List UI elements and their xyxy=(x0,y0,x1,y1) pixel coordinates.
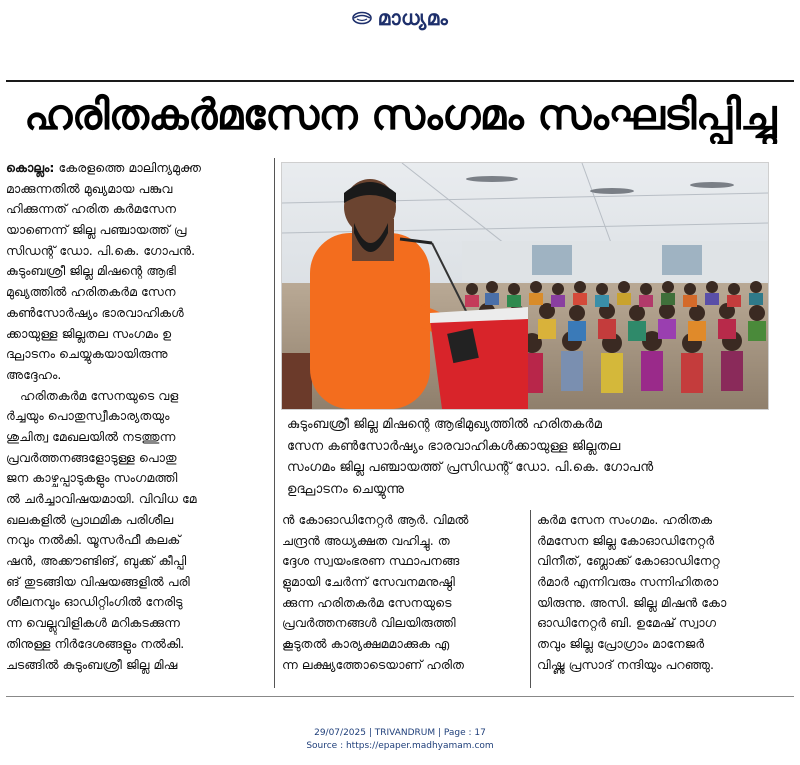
body-line: ചടങ്ങിൽ കുടുംബശ്രീ ജില്ല മിഷ xyxy=(6,656,178,672)
article-column-1 xyxy=(6,158,268,675)
article-photo xyxy=(281,162,769,410)
body-line: സിഡന്റ് ഡോ. പി.കെ. ഗോപൻ. xyxy=(6,242,196,258)
body-line: കുടുംബശ്രീ ജില്ല മിഷന്റെ ആഭി xyxy=(6,263,176,279)
body-line: ൽ ചർച്ചാവിഷയമായി. വിവിധ മേ xyxy=(6,491,197,506)
bottom-rule xyxy=(6,696,794,697)
body-line xyxy=(6,158,268,179)
column-rule xyxy=(530,510,531,688)
body-line: ഓഡിനേറ്റർ ബി. ഉമേഷ് സ്വാഗ xyxy=(537,615,717,631)
body-line: ഖലകളിൽ പ്രാഥമിക പരിശീല xyxy=(6,511,174,527)
body-line: മാക്കുന്നതിൽ മുഖ്യമായ പങ്കുവ xyxy=(6,180,173,196)
body-line: ൻ കോഓഡിനേറ്റർ ആർ. വിമൽ xyxy=(282,512,469,527)
body-line: നവും നൽകി. യൂസർഫീ കലക് xyxy=(6,532,181,548)
top-rule xyxy=(6,80,794,82)
body-line: ദ്ഘാടനം ചെയ്യുകയായിരുന്നു xyxy=(6,346,168,362)
footer-date-edition: 29/07/2025 | TRIVANDRUM | Page : 17 xyxy=(314,728,486,738)
dateline: കൊല്ലം: xyxy=(6,160,55,175)
body-line: ചന്ദ്രൻ അധ്യക്ഷത വഹിച്ചു. ത xyxy=(282,532,450,548)
body-line: ന്ന വെല്ലുവിളികൾ മറികടക്കുന്ന xyxy=(6,615,180,631)
body-line: വിഷ്ണു പ്രസാദ് നന്ദിയും പറഞ്ഞു. xyxy=(537,656,715,672)
body-line: ദ്ദേശ സ്വയംഭരണ സ്ഥാപനങ്ങ xyxy=(282,553,460,569)
caption-line: സംഗമം ജില്ല പഞ്ചായത്ത് പ്രസിഡന്റ് ഡോ. പി.കെ. ഗോപൻ xyxy=(287,460,654,475)
body-line: ഹരിതകർമ സേനയുടെ വള xyxy=(20,387,179,403)
column-rule xyxy=(274,158,275,688)
body-line: അദ്ദേഹം. xyxy=(6,366,62,382)
body-line: ളുമായി ചേർന്ന് സേവനമനുഷ്ഠി xyxy=(282,574,455,590)
caption-line: ഉദ്ഘാടനം ചെയ്യുന്നു xyxy=(287,481,405,497)
body-line: കൂടുതൽ കാര്യക്ഷമമാക്കുക എ xyxy=(282,636,450,652)
body-line: ഷൻ, അക്കൗണ്ടിങ്, ബുക്ക് കീപ്പി xyxy=(6,553,187,569)
body-line: കർമ സേന സംഗമം. ഹരിതക xyxy=(537,512,713,527)
body-line: വിനീത്, ബ്ലോക്ക് കോഓഡിനേറ്റ xyxy=(537,553,720,569)
body-line: ഹിക്കുന്നത് ഹരിത കർമസേന xyxy=(6,201,177,217)
body-line: ന്ന ലക്ഷ്യത്തോടെയാണ് ഹരിത xyxy=(282,656,465,672)
body-line: ക്കായുള്ള ജില്ലതല സംഗമം ഉ xyxy=(6,325,172,341)
newspaper-name: മാധ്യമം xyxy=(377,6,449,30)
body-line: യാണെന്ന് ജില്ല പഞ്ചായത്ത് പ്ര xyxy=(6,222,187,238)
photo-illustration xyxy=(282,163,768,409)
article-column-2 xyxy=(282,510,526,676)
body-line: തവും ജില്ല പ്രോഗ്രാം മാനേജർ xyxy=(537,636,705,652)
body-line: മുഖ്യത്തിൽ ഹരിതകർമ സേന xyxy=(6,284,176,300)
body-line: ങ് തുടങ്ങിയ വിഷയങ്ങളിൽ പരി xyxy=(6,573,190,589)
photo-caption xyxy=(287,414,767,500)
body-line: പ്രവർത്തനങ്ങൾ വിലയിരുത്തി xyxy=(282,615,456,631)
footer-source: Source : https://epaper.madhyamam.com xyxy=(306,741,494,751)
body-line: ശുചിത്വ മേഖലയിൽ നടത്തുന്ന xyxy=(6,428,176,444)
body-line: ജന കാഴ്ചപ്പാടുകളും സംഗമത്തി xyxy=(6,470,178,486)
body-line: പ്രവർത്തനങ്ങളോടുള്ള പൊതു xyxy=(6,449,177,465)
body-line: യിരുന്നു. അസി. ജില്ല മിഷൻ കോ xyxy=(537,594,727,610)
headline: ഹരിതകർമസേന സംഗമം സംഘടിപ്പിച്ചു xyxy=(24,90,776,139)
caption-line: കുടുംബശ്രീ ജില്ല മിഷന്റെ ആഭിമുഖ്യത്തിൽ ഹരിതകർമ xyxy=(287,417,603,432)
body-line: ർമസേന ജില്ല കോഓഡിനേറ്റർ xyxy=(537,532,715,548)
caption-line: സേന കൺസോർഷ്യം ഭാരവാഹികൾക്കായുള്ള ജില്ലതല xyxy=(287,438,621,454)
dove-logo-icon xyxy=(352,11,372,25)
body-line: ർമാർ എന്നിവരും സന്നിഹിതരാ xyxy=(537,574,719,590)
body-line: ക്കുന്ന ഹരിതകർമ സേനയുടെ xyxy=(282,594,452,610)
body-line-rest: കേരളത്തെ മാലിന്യമുക്ത xyxy=(54,160,202,175)
body-line: തിനുള്ള നിർദേശങ്ങളും നൽകി. xyxy=(6,635,185,651)
body-line: ശീലനവും ഓഡിറ്റിംഗിൽ നേരിടു xyxy=(6,594,183,610)
body-line: ർച്ചയും പൊതുസ്വീകാര്യതയും xyxy=(6,408,170,424)
article-column-3 xyxy=(537,510,775,676)
body-line: കൺസോർഷ്യം ഭാരവാഹികൾ xyxy=(6,304,184,320)
podium xyxy=(430,307,528,409)
masthead xyxy=(0,0,800,36)
